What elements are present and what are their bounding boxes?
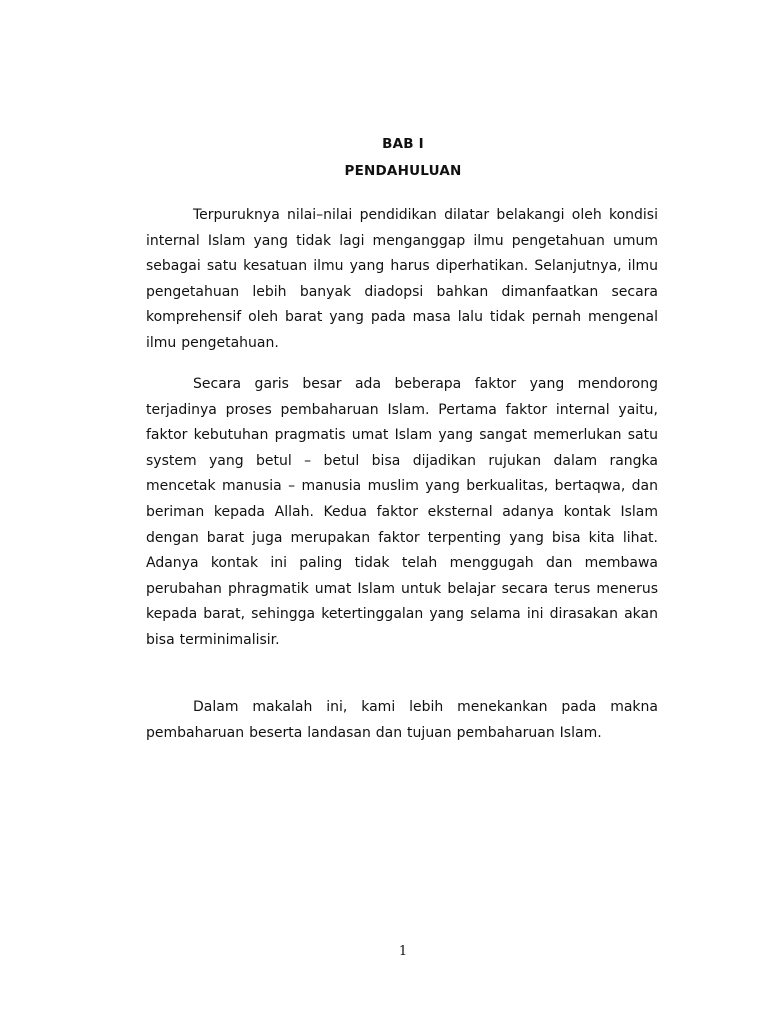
paragraph-factors: Secara garis besar ada beberapa faktor yang mendorong terjadinya proses pembaharuan Islam. Pertama faktor internal yaitu, faktor kebutuhan pragmatis umat Islam yang sangat memerlukan satu system yang betul – betul bisa dijadikan rujukan dalam rangka mencetak manusia – manusia muslim yang berkualitas, bertaqwa, dan beriman kepada Allah. Kedua faktor eksternal adanya kontak Islam dengan barat juga merupakan faktor terpenting yang bisa kita lihat. Adanya kontak ini paling tidak telah menggugah dan membawa perubahan phragmatik umat Islam untuk belajar secara terus menerus kepada barat, sehingga ketertinggalan yang selama ini dirasakan akan bisa terminimalisir.	[146, 376, 658, 648]
chapter-heading: BAB I	[382, 136, 424, 152]
chapter-title: PENDAHULUAN	[344, 163, 462, 179]
page-number: 1	[398, 944, 408, 959]
paragraph-intro: Terpuruknya nilai–nilai pendidikan dilatar belakangi oleh kondisi internal Islam yang tidak lagi menganggap ilmu pengetahuan umum sebagai satu kesatuan ilmu yang harus diperhatikan. Selanjutnya, ilmu pengetahuan lebih banyak diadopsi bahkan dimanfaatkan secara komprehensif oleh barat yang pada masa lalu tidak pernah mengenal ilmu pengetahuan.	[146, 207, 658, 351]
paragraph-scope: Dalam makalah ini, kami lebih menekankan pada makna pembaharuan beserta landasan dan tujuan pembaharuan Islam.	[146, 699, 658, 741]
